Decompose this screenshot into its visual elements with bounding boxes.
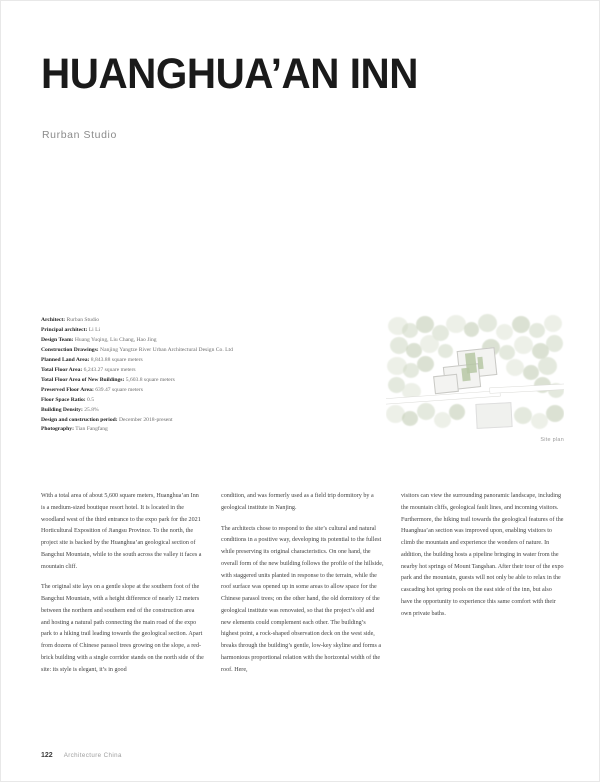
tree-canopy	[506, 359, 524, 376]
credit-row	[41, 386, 256, 396]
credit-label: Construction Drawings:	[41, 346, 99, 353]
credit-row	[41, 396, 256, 406]
page-title: HUANGHUA’AN INN	[41, 50, 418, 98]
credit-row	[41, 336, 256, 346]
site-plan-image	[386, 313, 564, 431]
credit-label: Planned Land Area:	[41, 356, 90, 363]
credit-value: Rurban Studio	[65, 317, 99, 323]
credit-row	[41, 366, 256, 376]
credit-row	[41, 316, 256, 326]
tree-canopy	[449, 404, 465, 420]
tree-canopy	[417, 356, 434, 372]
text-column-1	[41, 491, 204, 723]
credit-value: 0.5	[85, 396, 95, 403]
publication-name: Architecture China	[63, 752, 122, 759]
credit-label: Floor Space Ratio:	[41, 396, 86, 403]
page-number: 122	[41, 752, 53, 759]
credit-value: 639.47 square meters	[93, 386, 143, 393]
credit-label: Total Floor Area:	[41, 366, 83, 373]
tree-canopy	[446, 315, 466, 333]
tree-canopy	[464, 322, 479, 337]
tree-canopy	[478, 314, 497, 332]
body-paragraph: visitors can view the surrounding panoramic landscape, including the mountain cliffs, geological fault lines, and incoming visitors. Furthermore, the hiking trail towards the geological features of the Huanghua’an section was improved upon, enabling visitors to climb the mountain and experience the wonders of nature. In addition, the building hosts a pipeline bringing in water from the nearby hot springs of Mount Tangshan. After their tour of the expo park and the mountain, guests will not only be able to relax in the cascading hot spring pools on the east side of the inn, but also have the opportunity to experience this same comfort with their own private baths.	[401, 493, 564, 617]
tree-canopy	[546, 335, 563, 352]
credit-value: 25.8%	[82, 406, 99, 413]
credit-value: Huang Yuqing, Liu Chang, Hao Jing	[73, 336, 157, 343]
credit-row	[41, 425, 256, 435]
tree-canopy	[402, 411, 418, 426]
tree-canopy	[514, 407, 532, 424]
tree-canopy	[496, 324, 513, 340]
credit-label: Principal architect:	[41, 326, 88, 333]
body-paragraph: The architects chose to respond to the site’s cultural and natural conditions in a positive way, developing its potential to the fullest while preserving its original characteristics. On one hand, the overall form of the new building follows the profile of the hillside, with staggered units planted in response to the terrain, while the roof surface was opened up in some areas to allow space for the Chinese parasol trees; on the other hand, the old dormitory of the geological institute was renovated, so that the project’s old and new elements could complement each other. The building’s highest point, a rock-shaped observation deck on the west side, breaks through the building’s gentle, low-key skyline and forms a harmonious proportional relation with the horizontal width of the roof. Here,	[221, 525, 384, 673]
article-body	[41, 491, 564, 723]
courtyard-green	[461, 368, 470, 382]
plaza-pad	[475, 402, 512, 429]
tree-canopy	[417, 403, 435, 420]
figure-caption: Site plan	[540, 437, 564, 443]
credit-label: Total Floor Area of New Buildings:	[41, 376, 125, 383]
credit-value: Nanjing Yangtze River Urban Architectural Design Co. Ltd	[98, 346, 233, 353]
credit-row	[41, 376, 256, 386]
credit-value: 8,843.88 square meters	[89, 356, 143, 363]
credit-row	[41, 416, 256, 426]
tree-canopy	[538, 357, 557, 375]
credit-row	[41, 406, 256, 416]
credit-value: 5,603.8 square meters	[124, 376, 175, 383]
site-plan-figure	[386, 313, 564, 443]
tree-canopy	[512, 316, 530, 333]
credit-label: Preserved Floor Area:	[41, 386, 94, 393]
project-credits	[41, 316, 256, 435]
credit-value: Tian Fangfang	[73, 426, 108, 433]
building-footprint	[433, 374, 459, 394]
body-paragraph: The original site lays on a gentle slope at the southern foot of the Bangchui Mountain, with a height difference of nearly 12 meters between the northern and southern end of the construction area and hosting a natural path connecting the main road of the expo park to a hiking trail leading towards the geological section. Apart from dozens of Chinese parasol trees growing on the slope, a red-brick building with a single corridor stands on the north side of the site: its style is elegant, it’s in good	[41, 584, 204, 673]
text-column-2	[221, 491, 384, 723]
page-footer	[41, 752, 122, 759]
text-column-3	[401, 491, 564, 723]
credit-row	[41, 326, 256, 336]
credit-label: Photography:	[41, 426, 74, 433]
body-paragraph: With a total area of about 5,600 square meters, Huanghua’an Inn is a medium-sized boutique resort hotel. It is located in the woodland west of the third entrance to the expo park for the 2021 Horticultural Exposition of Jiangsu Province. To the north, the project site is backed by the Huanghua’an geological section of Bangchui Mountain, while to the south across the valley it faces a mountain cliff.	[41, 493, 202, 570]
credit-value: Li Li	[87, 326, 101, 333]
studio-byline: Rurban Studio	[42, 129, 117, 141]
tree-canopy	[529, 323, 545, 338]
tree-canopy	[420, 335, 439, 353]
credit-value: 6,243.27 square meters	[82, 366, 136, 373]
credit-label: Design Team:	[41, 336, 74, 343]
tree-canopy	[514, 336, 533, 354]
tree-canopy	[499, 345, 515, 360]
credit-label: Architect:	[41, 317, 66, 323]
credit-label: Design and construction period:	[41, 416, 118, 423]
credit-row	[41, 346, 256, 356]
body-paragraph: condition, and was formerly used as a field trip dormitory by a geological institute in Nanjing.	[221, 493, 374, 511]
credit-value: December 2018-present	[117, 416, 173, 423]
credit-label: Building Density:	[41, 406, 83, 413]
tree-canopy	[438, 344, 453, 358]
credit-row	[41, 356, 256, 366]
tree-canopy	[544, 315, 562, 332]
tree-canopy	[546, 405, 564, 422]
